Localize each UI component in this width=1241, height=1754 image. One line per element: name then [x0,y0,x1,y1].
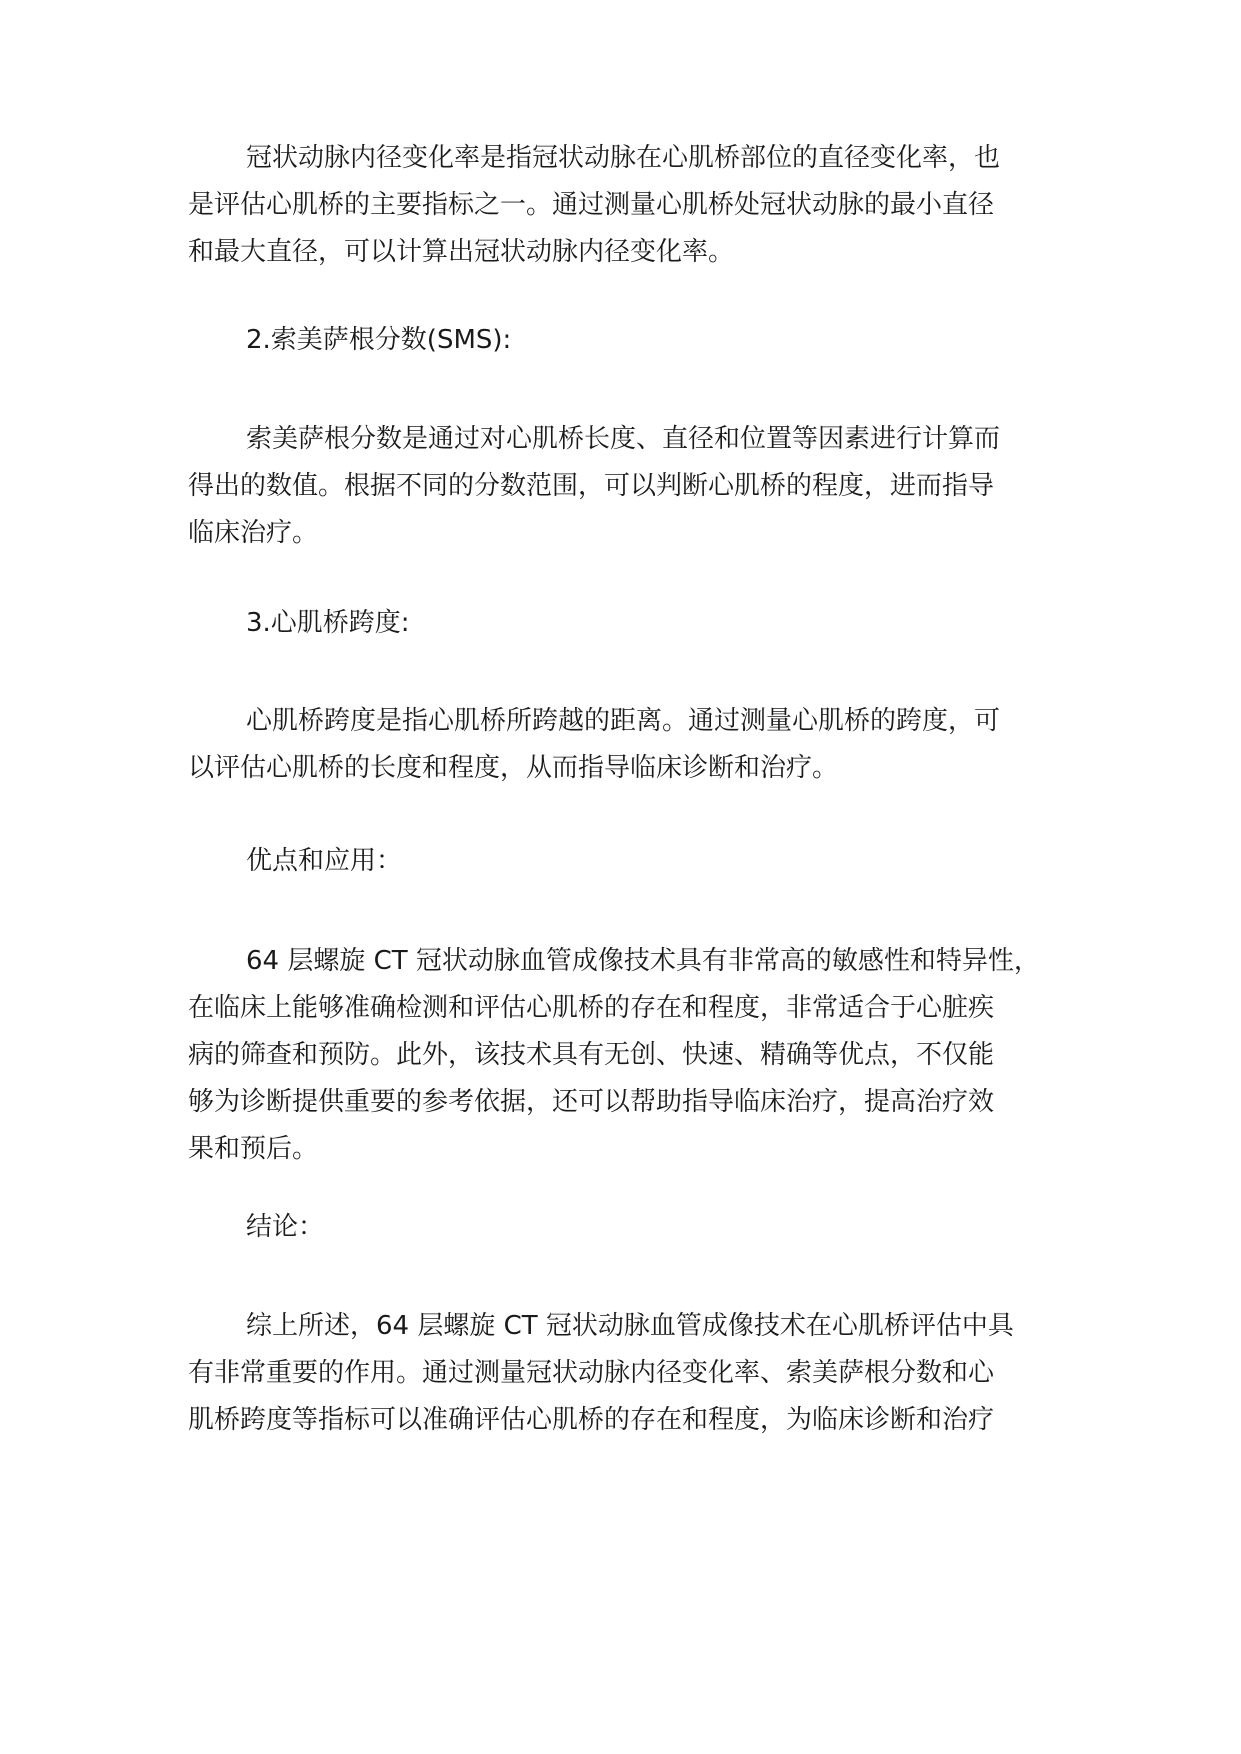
text-line: 肌桥跨度等指标可以准确评估心肌桥的存在和程度，为临床诊断和治疗 [188,1405,995,1435]
section-heading: 3.心肌桥跨度: [246,608,410,638]
text-line: 果和预后。 [188,1134,319,1164]
text-line: 64 层螺旋 CT 冠状动脉血管成像技术具有非常高的敏感性和特异性， [246,946,1040,976]
text-line: 冠状动脉内径变化率是指冠状动脉在心肌桥部位的直径变化率，也 [246,143,1001,173]
text-line: 心肌桥跨度是指心肌桥所跨越的距离。通过测量心肌桥的跨度，可 [246,706,1001,736]
text-line: 病的筛查和预防。此外，该技术具有无创、快速、精确等优点，不仅能 [188,1040,995,1070]
heading-sms [188,317,1068,364]
heading-bridge-span [188,600,1068,647]
text-line: 是评估心肌桥的主要指标之一。通过测量心肌桥处冠状动脉的最小直径 [188,190,995,220]
text-line: 临床治疗。 [188,518,319,548]
section-heading: 优点和应用： [246,846,403,876]
paragraph-bridge-span [188,698,1068,792]
heading-advantages [188,838,1068,885]
text-line: 得出的数值。根据不同的分数范围，可以判断心肌桥的程度，进而指导 [188,471,995,501]
paragraph-conclusion [188,1303,1068,1444]
paragraph-advantages [188,938,1068,1173]
text-line: 够为诊断提供重要的参考依据，还可以帮助指导临床治疗，提高治疗效 [188,1087,995,1117]
section-heading: 2.索美萨根分数(SMS): [246,325,512,355]
heading-conclusion [188,1204,1068,1251]
text-line: 索美萨根分数是通过对心肌桥长度、直径和位置等因素进行计算而 [246,424,1001,454]
paragraph-sms [188,416,1068,557]
section-heading: 结论： [246,1212,325,1242]
paragraph-diameter-change-rate [188,135,1068,276]
text-line: 以评估心肌桥的长度和程度，从而指导临床诊断和治疗。 [188,753,839,783]
text-line: 综上所述，64 层螺旋 CT 冠状动脉血管成像技术在心肌桥评估中具 [246,1311,1014,1341]
text-line: 有非常重要的作用。通过测量冠状动脉内径变化率、索美萨根分数和心 [188,1358,995,1388]
text-line: 在临床上能够准确检测和评估心肌桥的存在和程度，非常适合于心脏疾 [188,993,995,1023]
text-line: 和最大直径，可以计算出冠状动脉内径变化率。 [188,237,735,267]
